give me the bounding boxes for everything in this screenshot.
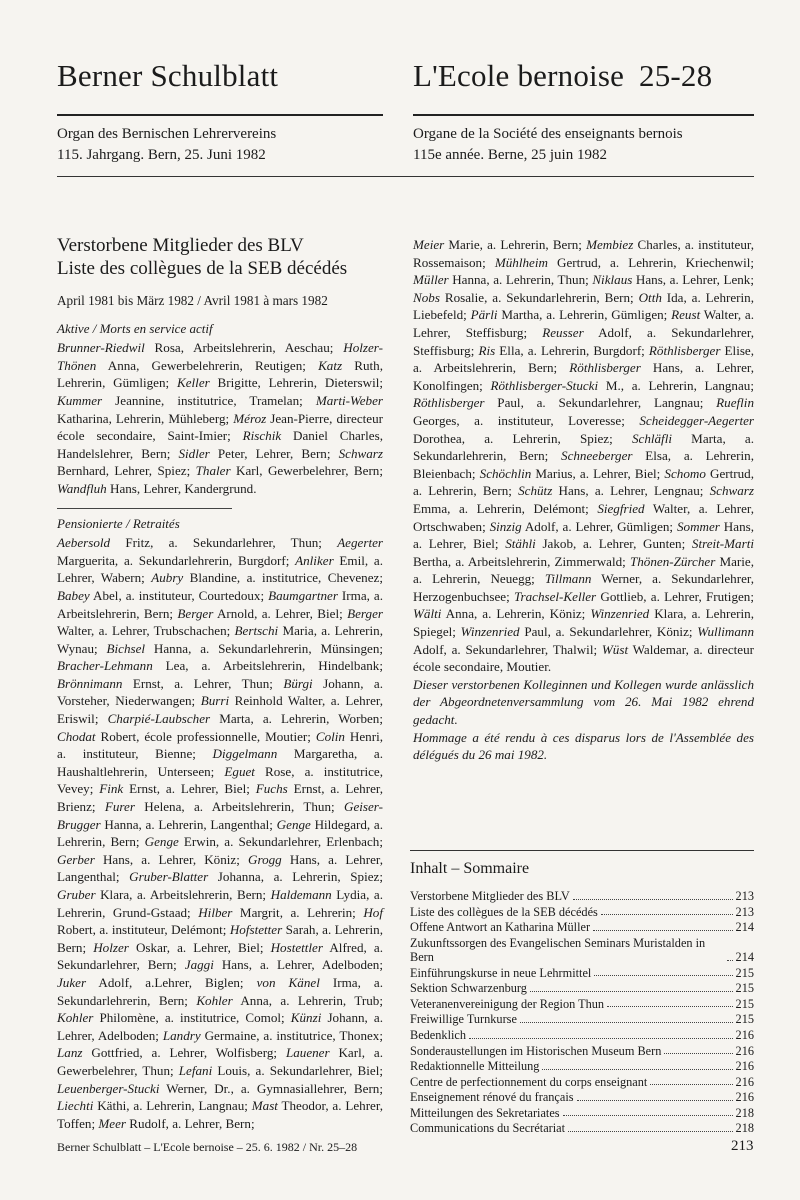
toc-entry-title: Centre de perfectionnement du corps enseignant [410,1074,648,1089]
table-of-contents [410,862,754,1136]
header-bottom-rule [57,176,754,177]
toc-entry [410,1090,754,1106]
toc-entry-title: Offene Antwort an Katharina Müller [410,920,591,935]
toc-leader-dots [727,960,733,961]
toc-entry-page: 216 [735,1043,754,1058]
toc-entry-title: Mitteilungen des Sekretariates [410,1105,560,1120]
active-list: Brunner-Riedwil Rosa, Arbeitslehrerin, Aeschau; Holzer-Thönen Anna, Gewerbelehrerin, Reutigen; Katz Ruth, Lehrerin, Gümligen; Keller Brigitte, Lehrerin, Dieterswil; Kummer Jeannine, institutrice, Tramelan; Marti-Weber Katharina, Lehrerin, Mühleberg; Méroz Jean-Pierre, directeur école secondaire, Saint-Imier; Rischik Daniel Charles, Handelslehrer, Bern; Sidler Peter, Lehrer, Bern; Schwarz Bernhard, Lehrer, Spiez; Thaler Karl, Gewerbelehrer, Bern; Wandfluh Hans, Lehrer, Kandergrund. [57,340,383,496]
issue-de: 115. Jahrgang. Bern, 25. Juni 1982 [57,147,266,163]
toc-entry-title: Liste des collègues de la SEB décédés [410,904,598,919]
toc-entry [410,981,754,997]
page-number: 213 [731,1138,754,1154]
toc-entry-page: 215 [735,981,754,996]
toc-entry-page: 213 [735,889,754,904]
toc-leader-dots [593,930,732,931]
masthead-title-fr: L'Ecole bernoise [413,58,625,93]
footer-citation: Berner Schulblatt – L'Ecole bernoise – 25. 6. 1982 / Nr. 25–28 [57,1140,358,1154]
toc-leader-dots [577,1100,733,1101]
toc-leader-dots [664,1053,732,1054]
toc-leader-dots [594,975,732,976]
toc-entry-page: 215 [735,996,754,1011]
toc-entry-title: Freiwillige Turnkurse [410,1012,517,1027]
issue-number: 25-28 [639,58,713,93]
article-title-de: Verstorbene Mitglieder des BLV [57,235,304,256]
toc-top-rule [410,850,754,851]
toc-entry-page: 214 [735,950,754,965]
toc-entry [410,1105,754,1121]
toc-entry-title: Redaktionnelle Mitteilung [410,1059,540,1074]
retired-list-left: Aebersold Fritz, a. Sekundarlehrer, Thun; Aegerter Marguerita, a. Sekundarlehrerin, Burgdorf; Anliker Emil, a. Lehrer, Wabern; Aubry Blandine, a. institutrice, Chevenez; Babey Abel, a. instituteur, Courtedoux; Baumgartner Irma, a. Arbeitslehrerin, Bern; Berger Arnold, a. Lehrer, Biel; Berger Walter, a. Lehrer, Trubschachen; Bertschi Maria, a. Lehrerin, Wynau; Bichsel Hanna, a. Sekundarlehrerin, Münsingen; Bracher-Lehmann Lea, a. Arbeitslehrerin, Hindelbank; Brönnimann Ernst, a. Lehrer, Thun; Bürgi Johann, a. Vorsteher, Niederwangen; Burri Reinhold Walter, a. Lehrer, Eriswil; Charpié-Laubscher Marta, a. Lehrerin, Worben; Chodat Robert, école professionnelle, Moutier; Colin Henri, a. instituteur, Bienne; Diggelmann Margaretha, a. Haushaltlehrerin, Unterseen; Eguet Rose, a. institutrice, Vevey; Fink Ernst, a. Lehrer, Biel; Fuchs Ernst, a. Lehrer, Brienz; Furer Helena, a. Arbeitslehrerin, Thun; Geiser-Brugger Hanna, a. Lehrerin, Langenthal; Genge Hildegard, a. Lehrerin, Bern; Genge Erwin, a. Sekundarlehrer, Erlenbach; Gerber Hans, a. Lehrer, Köniz; Grogg Hans, a. Lehrer, Langenthal; Gruber-Blatter Johanna, a. Lehrerin, Spiez; Gruber Klara, a. Arbeitslehrerin, Bern; Haldemann Lydia, a. Lehrerin, Grund-Gstaad; Hilber Margrit, a. Lehrerin; Hof Robert, a. instituteur, Delémont; Hofstetter Sarah, a. Lehrerin, Bern; Holzer Oskar, a. Lehrer, Biel; Hostettler Alfred, a. Sekundarlehrer, Bern; Jaggi Hans, a. Lehrer, Adelboden; Juker Adolf, a.Lehrer, Biglen; von Känel Irma, a. Sekundarlehrerin, Bern; Kohler Anna, a. Lehrerin, Trub; Kohler Philomène, a. institutrice, Comol; Künzi Johann, a. Lehrer, Adelboden; Landry Germaine, a. institutrice, Thonex; Lanz Gottfried, a. Lehrer, Wolfisberg; Lauener Karl, a. Gewerbelehrer, Thun; Lefani Louis, a. Sekundarlehrer, Biel; Leuenberger-Stucki Werner, Dr., a. Gymnasiallehrer, Bern; Liechti Käthi, a. Lehrerin, Langnau; Mast Theodor, a. Lehrer, Toffen; Meer Rudolf, a. Lehrer, Bern; [57,535,384,1131]
toc-entry [410,904,754,920]
toc-entry-title: Bedenklich [410,1027,467,1042]
toc-leader-dots [469,1038,733,1039]
toc-entry [410,1027,754,1043]
toc-entry-title: Communications du Secrétariat [410,1121,566,1136]
toc-entry-page: 215 [735,965,754,980]
toc-leader-dots [650,1084,732,1085]
toc-entry-page: 216 [735,1074,754,1089]
toc-leader-dots [607,1006,732,1007]
toc-entry-page: 214 [735,920,754,935]
toc-entry-title: Zukunftssorgen des Evangelischen Seminars Muristalden in Bern [410,935,709,965]
toc-entry-page: 215 [735,1012,754,1027]
toc-entry [410,1043,754,1059]
left-column [57,234,383,1132]
toc-entry [410,889,754,905]
toc-entry-title: Sonderaustellungen im Historischen Museum Bern [410,1043,662,1058]
toc-leader-dots [520,1022,733,1023]
toc-leader-dots [530,991,733,992]
toc-leader-dots [563,1115,733,1116]
toc-entry-title: Enseignement rénové du français [410,1090,574,1105]
toc-title: Inhalt – Sommaire [410,860,530,877]
date-range: April 1981 bis März 1982 / Avril 1981 à mars 1982 [57,293,328,308]
toc-entry [410,1059,754,1075]
toc-entry-page: 216 [735,1027,754,1042]
toc-entry [410,965,754,981]
retired-heading: Pensionierte / Retraités [57,515,180,531]
toc-entry-title: Veteranenvereinigung der Region Thun [410,996,605,1011]
toc-leader-dots [573,899,733,900]
toc-entry-title: Einführungskurse in neue Lehrmittel [410,965,592,980]
toc-leader-dots [568,1131,733,1132]
toc-entry-page: 216 [735,1090,754,1105]
masthead-rule-left [57,114,383,116]
toc-entry [410,935,754,965]
masthead-title-de: Berner Schulblatt [57,58,279,93]
toc-entry-page: 216 [735,1059,754,1074]
toc-list [410,889,754,1137]
article-title-fr: Liste des collègues de la SEB décédés [57,258,348,279]
memorial-note-fr: Hommage a été rendu à ces disparus lors de l'Assemblée des délégués du 26 mai 1982. [413,729,754,763]
toc-leader-dots [542,1069,732,1070]
toc-entry [410,1012,754,1028]
toc-entry-title: Sektion Schwarzenburg [410,981,527,996]
toc-entry-title: Verstorbene Mitglieder des BLV [410,889,570,904]
toc-leader-dots [601,914,733,915]
toc-entry-page: 213 [735,904,754,919]
toc-entry-page: 218 [735,1105,754,1120]
toc-entry [410,1074,754,1090]
organ-de: Organ des Bernischen Lehrervereins [57,126,277,142]
memorial-note-de: Dieser verstorbenen Kolleginnen und Kollegen wurde anlässlich der Abgeordnetenversammlung vom 26. Mai 1982 ehrend gedacht. [413,676,754,728]
right-column [413,236,754,764]
organ-fr: Organe de la Société des enseignants bernois [413,126,683,142]
retired-list-right: Meier Marie, a. Lehrerin, Bern; Membiez Charles, a. instituteur, Rossemaison; Mühlheim Gertrud, a. Lehrerin, Kriechenwil; Müller Hanna, a. Lehrerin, Thun; Niklaus Hans, a. Lehrer, Lenk; Nobs Rosalie, a. Sekundarlehrerin, Bern; Otth Ida, a. Lehrerin, Liebefeld; Pärli Martha, a. Lehrerin, Gümligen; Reust Walter, a. Lehrer, Steffisburg; Reusser Adolf, a. Sekundarlehrer, Steffisburg; Ris Ella, a. Lehrerin, Burgdorf; Röthlisberger Elise, a. Arbeitslehrerin, Bern; Röthlisberger Hans, a. Lehrer, Konolfingen; Röthlisberger-Stucki M., a. Lehrerin, Langnau; Röthlisberger Paul, a. Sekundarlehrer, Langnau; Rueflin Georges, a. instituteur, Loveresse; Scheidegger-Aegerter Dorothea, a. Lehrerin, Spiez; Schläfli Marta, a. Sekundarlehrerin, Bern; Schneeberger Elsa, a. Lehrerin, Bleienbach; Schöchlin Marius, a. Lehrer, Biel; Schomo Gertrud, a. Lehrerin, Bern; Schütz Hans, a. Lehrer, Lengnau; Schwarz Emma, a. Lehrerin, Delémont; Siegfried Walter, a. Lehrer, Ortschwaben; Sinzig Adolf, a. Lehrer, Gümligen; Sommer Hans, a. Lehrer, Biel; Stähli Jakob, a. Lehrer, Gunten; Streit-Marti Bertha, a. Arbeitslehrerin, Zimmerwald; Thönen-Zürcher Marie, a. Lehrerin, Neuegg; Tillmann Werner, a. Sekundarlehrer, Herzogenbuchsee; Trachsel-Keller Gottlieb, a. Lehrer, Frutigen; Wälti Anna, a. Lehrerin, Köniz; Winzenried Klara, a. Lehrerin, Spiegel; Winzenried Paul, a. Sekundarlehrer, Köniz; Wullimann Adolf, a. Sekundarlehrer, Thalwil; Wüst Waldemar, a. directeur école secondaire, Moutier. [413,237,755,675]
issue-fr: 115e année. Berne, 25 juin 1982 [413,147,607,163]
active-heading: Aktive / Morts en service actif [57,320,213,336]
toc-entry [410,920,754,936]
toc-entry [410,1121,754,1137]
toc-entry [410,996,754,1012]
toc-entry-page: 218 [735,1121,754,1136]
masthead-rule-right [413,114,754,116]
section-divider [57,508,232,509]
